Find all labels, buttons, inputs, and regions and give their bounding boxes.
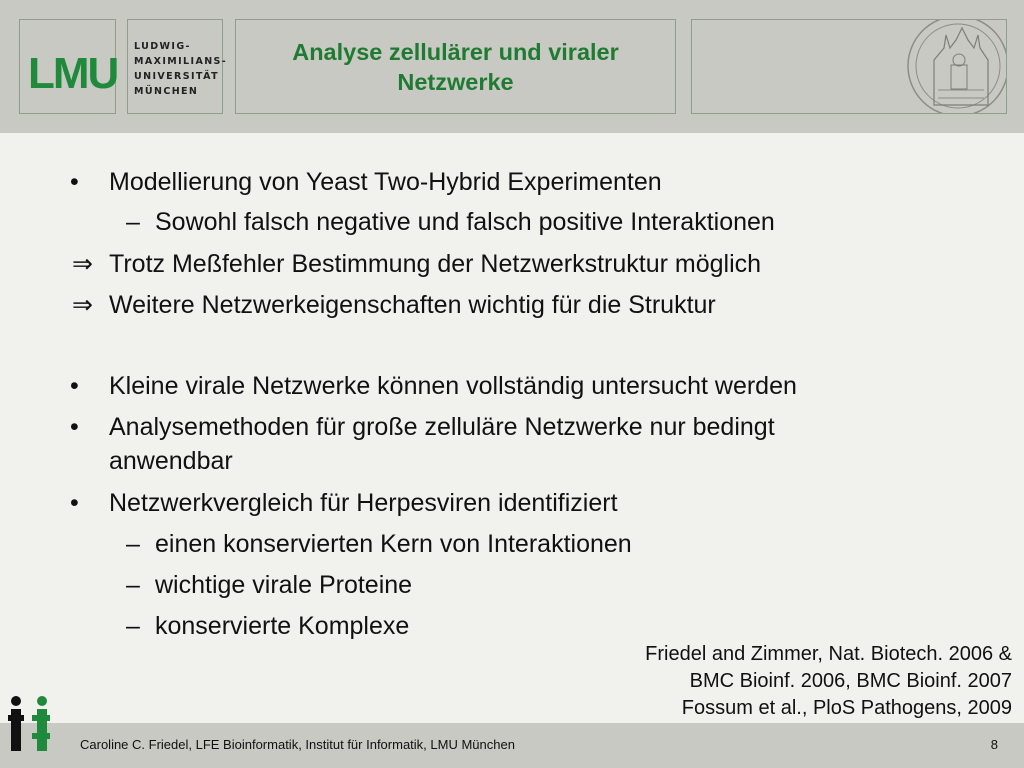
citation: Friedel and Zimmer, Nat. Biotech. 2006 & BMC Bioinf. 2006, BMC Bioinf. 2007 Fossum et al., PloS Pathogens, 2009 xyxy=(645,643,1012,719)
list-item: Weitere Netzwerkeigenschaften wichtig für die Struktur xyxy=(109,291,716,319)
university-seal-icon xyxy=(896,20,1006,114)
list-item: Modellierung von Yeast Two-Hybrid Experimenten xyxy=(109,168,662,196)
dash-marker: – xyxy=(126,530,140,558)
list-item: wichtige virale Proteine xyxy=(155,571,413,599)
list-item: Netzwerkvergleich für Herpesviren identifiziert xyxy=(109,489,618,517)
implies-marker: ⇒ xyxy=(72,291,93,319)
list-item: einen konservierten Kern von Interaktionen xyxy=(155,530,632,558)
list-item: Sowohl falsch negative und falsch positive Interaktionen xyxy=(155,208,775,236)
dash-marker: – xyxy=(126,208,140,236)
lmu-logo: LMU xyxy=(28,49,118,98)
institute-logo-icon xyxy=(8,693,54,757)
university-name: LUDWIG- MAXIMILIANS- UNIVERSITÄT MÜNCHEN xyxy=(134,41,228,97)
list-item-continuation: anwendbar xyxy=(109,447,233,475)
list-item: konservierte Komplexe xyxy=(155,612,410,640)
implies-marker: ⇒ xyxy=(72,250,93,278)
dash-marker: – xyxy=(126,612,140,640)
page-number: 8 xyxy=(990,737,998,752)
slide-title: Analyse zellulärer und viraler Netzwerke xyxy=(292,38,619,95)
list-item: Trotz Meßfehler Bestimmung der Netzwerkstruktur möglich xyxy=(109,250,762,278)
seal-box xyxy=(691,19,1007,114)
list-item: Kleine virale Netzwerke können vollständig untersucht werden xyxy=(109,372,797,400)
list-item: Analysemethoden für große zelluläre Netzwerke nur bedingt xyxy=(109,413,775,441)
bullet-marker: • xyxy=(70,372,79,400)
university-name-box xyxy=(127,19,228,114)
bullet-marker: • xyxy=(70,168,79,196)
dash-marker: – xyxy=(126,571,140,599)
bullet-marker: • xyxy=(70,489,79,517)
title-box xyxy=(235,19,676,114)
bullet-marker: • xyxy=(70,413,79,441)
lmu-logo-box xyxy=(19,19,116,114)
footer-author: Caroline C. Friedel, LFE Bioinformatik, Institut für Informatik, LMU München xyxy=(80,737,515,752)
